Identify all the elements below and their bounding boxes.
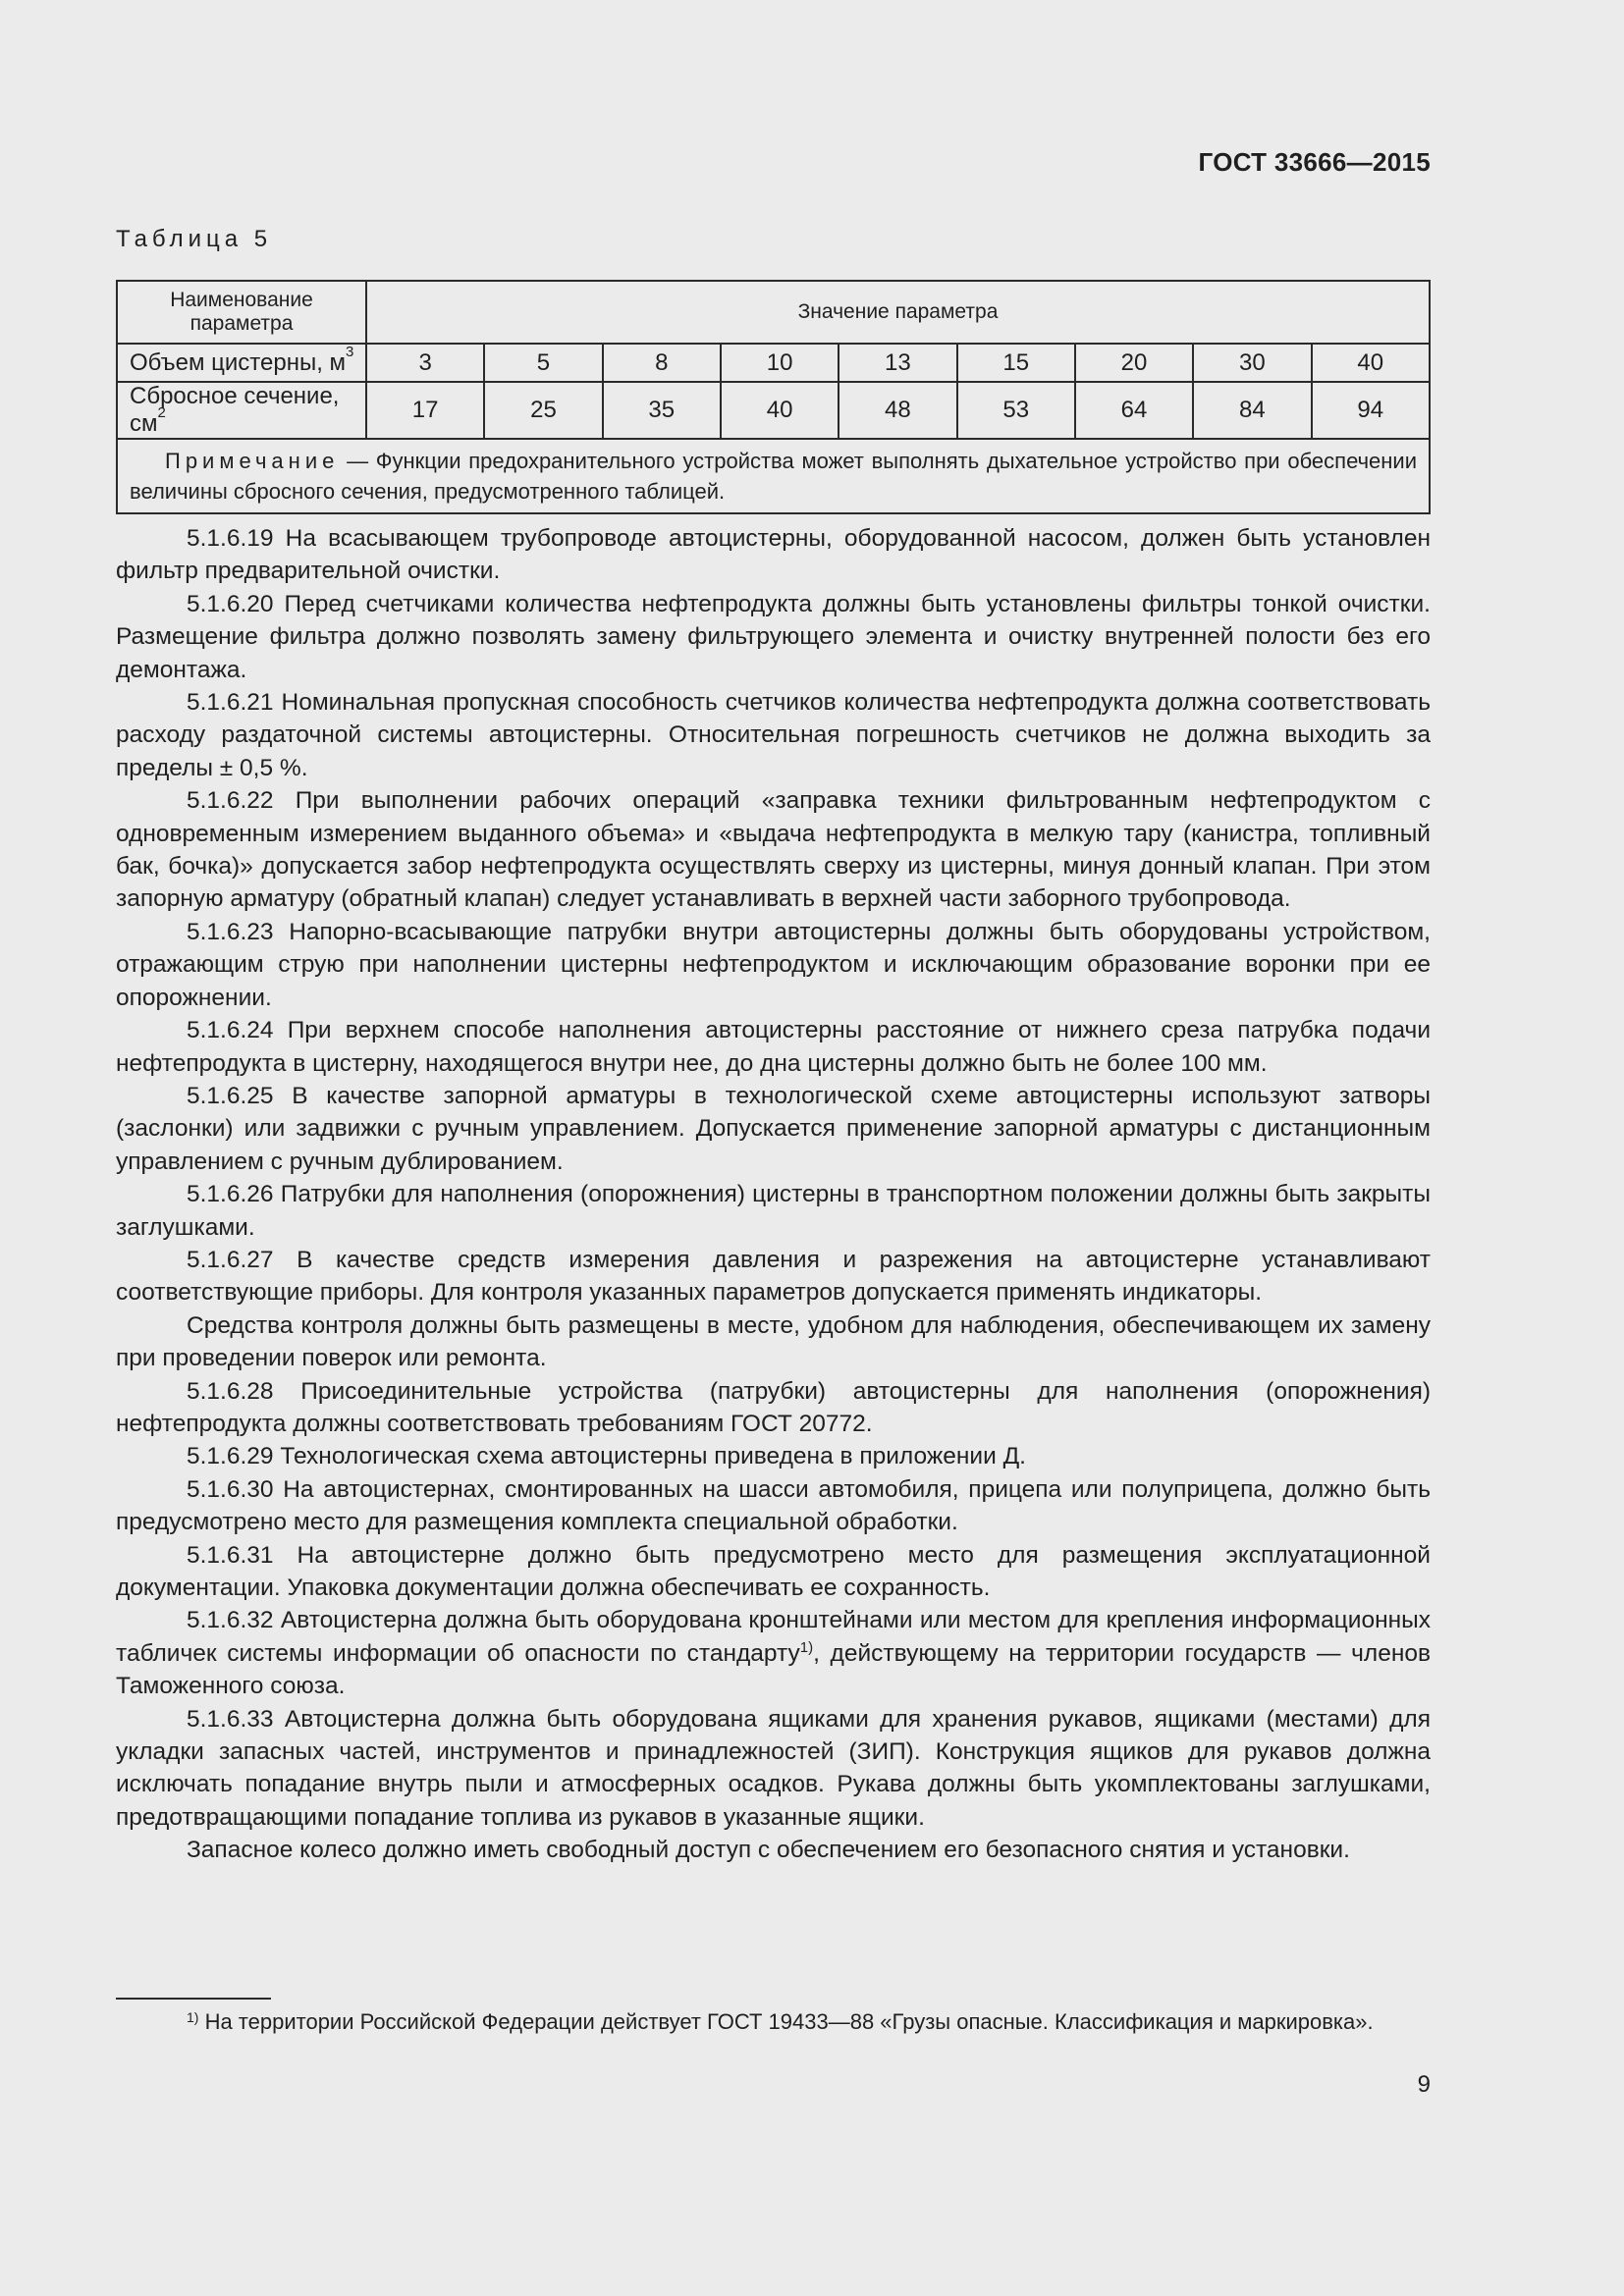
- table-cell: 25: [484, 382, 602, 439]
- table-cell: 53: [957, 382, 1075, 439]
- paragraph: 5.1.6.28 Присоединительные устройства (патрубки) автоцистерны для наполнения (опорожнения) нефтепродукта должны соответствовать требованиям ГОСТ 20772.: [116, 1377, 1431, 1437]
- table-cell: 64: [1075, 382, 1193, 439]
- table-row: [117, 344, 1430, 382]
- note-text: — Функции предохранительного устройства может выполнять дыхательное устройство при обеспечении величины сбросного сечения, предусмотренного таблицей.: [130, 449, 1417, 504]
- table-cell: 10: [721, 344, 839, 382]
- col-name-header: Наименование параметра: [117, 281, 366, 344]
- paragraph: 5.1.6.24 При верхнем способе наполнения автоцистерны расстояние от нижнего среза патрубка подачи нефтепродукта в цистерну, находящегося внутри нее, до дна цистерны должно быть не более 100 мм.: [116, 1017, 1431, 1077]
- row-name: Объем цистерны, $м^3$: [117, 344, 366, 382]
- paragraph: 5.1.6.32 Автоцистерна должна быть оборудована кронштейнами или местом для крепления информационных табличек системы информации об опасности по стандарту$^{1)}$, действующему на территории государств — членов Таможенного союза.: [116, 1607, 1431, 1700]
- page-number: 9: [1417, 2071, 1431, 2098]
- table-cell: 40: [1312, 344, 1431, 382]
- footnote-ref: 1): [799, 1638, 814, 1656]
- table-cell: 3: [366, 344, 484, 382]
- footnote-divider: [116, 1998, 271, 2000]
- footnote-text: На территории Российской Федерации действует ГОСТ 19433—88 «Грузы опасные. Классификация и маркировка».: [198, 2009, 1374, 2034]
- paragraph: 5.1.6.21 Номинальная пропускная способность счетчиков количества нефтепродукта должна соответствовать расходу раздаточной системы автоцистерны. Относительная погрешность счетчиков не должна выходить за пределы ± 0,5 %.: [116, 689, 1431, 781]
- col-value-header: Значение параметра: [366, 281, 1430, 344]
- paragraph: Средства контроля должны быть размещены в месте, удобном для наблюдения, обеспечивающем их замену при проведении поверок или ремонта.: [116, 1311, 1431, 1372]
- table-cell: 8: [603, 344, 721, 382]
- table-note-row: [117, 439, 1430, 513]
- paragraph: 5.1.6.26 Патрубки для наполнения (опорожнения) цистерны в транспортном положении должны быть закрыты заглушками.: [116, 1181, 1431, 1241]
- table-cell: 15: [957, 344, 1075, 382]
- paragraph: 5.1.6.19 На всасывающем трубопроводе автоцистерны, оборудованной насосом, должен быть установлен фильтр предварительной очистки.: [116, 525, 1431, 585]
- body-text: [116, 522, 1431, 1867]
- paragraph: 5.1.6.23 Напорно-всасывающие патрубки внутри автоцистерны должны быть оборудованы устройством, отражающим струю при наполнении цистерны нефтепродуктом и исключающим образование воронки при ее опорожнении.: [116, 918, 1431, 1011]
- table-cell: 30: [1193, 344, 1311, 382]
- parameters-table: [116, 280, 1431, 514]
- table-cell: 13: [839, 344, 956, 382]
- table-header-row: [117, 281, 1430, 344]
- row-name: Сбросное сечение, $см^2$: [117, 382, 366, 439]
- table-cell: 5: [484, 344, 602, 382]
- table-cell: 17: [366, 382, 484, 439]
- paragraph: 5.1.6.33 Автоцистерна должна быть оборудована ящиками для хранения рукавов, ящиками (местами) для укладки запасных частей, инструментов и принадлежностей (ЗИП). Конструкция ящиков для рукавов должна исключать попадание внутрь пыли и атмосферных осадков. Рукава должны быть укомплектованы заглушками, предотвращающими попадание топлива из рукавов в указанные ящики.: [116, 1705, 1431, 1831]
- paragraph: 5.1.6.29 Технологическая схема автоцистерны приведена в приложении Д.: [187, 1443, 1026, 1470]
- footnote: [116, 2007, 1431, 2037]
- table-cell: 48: [839, 382, 956, 439]
- table-cell: 35: [603, 382, 721, 439]
- paragraph: 5.1.6.31 На автоцистерне должно быть предусмотрено место для размещения эксплуатационной документации. Упаковка документации должна обеспечивать ее сохранность.: [116, 1541, 1431, 1601]
- paragraph: 5.1.6.30 На автоцистернах, смонтированных на шасси автомобиля, прицепа или полуприцепа, должно быть предусмотрено место для размещения комплекта специальной обработки.: [116, 1475, 1431, 1536]
- table-row: [117, 382, 1430, 439]
- paragraph: 5.1.6.25 В качестве запорной арматуры в технологической схеме автоцистерны используют затворы (заслонки) или задвижки с ручным управлением. Допускается применение запорной арматуры с дистанционным управлением с ручным дублированием.: [116, 1082, 1431, 1175]
- table-cell: 20: [1075, 344, 1193, 382]
- table-note: [117, 439, 1430, 513]
- table-cell: 84: [1193, 382, 1311, 439]
- table-cell: 40: [721, 382, 839, 439]
- table-cell: 94: [1312, 382, 1431, 439]
- paragraph: 5.1.6.27 В качестве средств измерения давления и разрежения на автоцистерне устанавливают соответствующие приборы. Для контроля указанных параметров допускается применять индикаторы.: [116, 1246, 1431, 1307]
- standard-designation: ГОСТ 33666—2015: [1198, 147, 1431, 177]
- paragraph: 5.1.6.20 Перед счетчиками количества нефтепродукта должны быть установлены фильтры тонкой очистки. Размещение фильтра должно позволять замену фильтрующего элемента и очистку внутренней полости без его демонтажа.: [116, 590, 1431, 683]
- paragraph: 5.1.6.22 При выполнении рабочих операций «заправка техники фильтрованным нефтепродуктом с одновременным измерением выданного объема» и «выдача нефтепродукта в мелкую тару (канистра, топливный бак, бочка)» допускается забор нефтепродукта осуществлять сверху из цистерны, минуя донный клапан. При этом запорную арматуру (обратный клапан) следует устанавливать в верхней части заборного трубопровода.: [116, 787, 1431, 913]
- note-label: Примечание: [165, 449, 340, 473]
- footnote-marker: 1): [187, 2009, 199, 2025]
- table-caption: Таблица 5: [116, 226, 273, 252]
- paragraph: Запасное колесо должно иметь свободный доступ с обеспечением его безопасного снятия и установки.: [187, 1837, 1350, 1864]
